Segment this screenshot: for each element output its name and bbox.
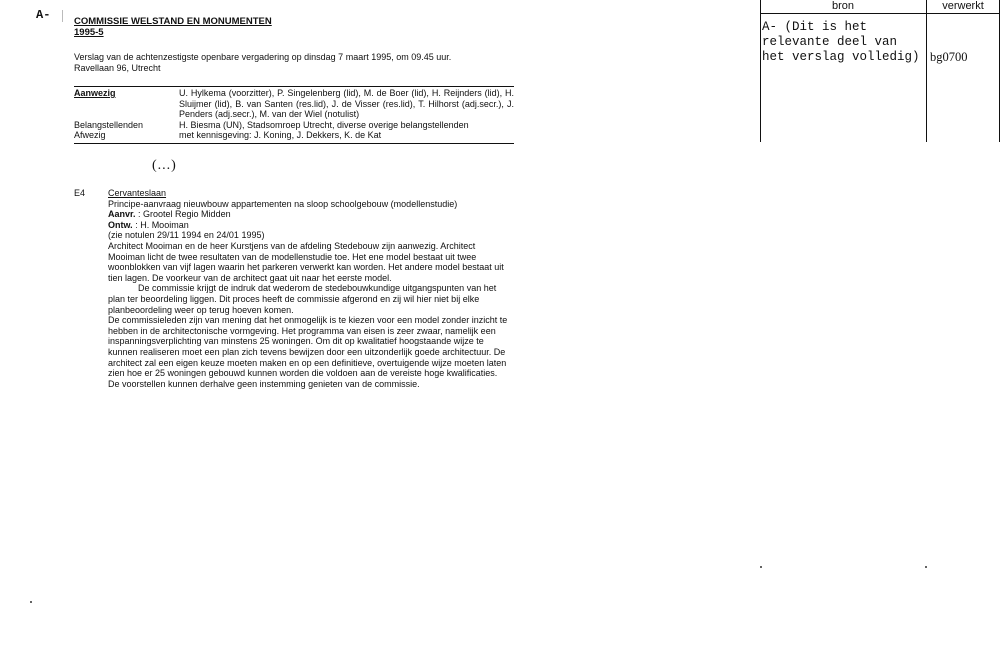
- attendance-label: Afwezig: [74, 130, 106, 141]
- column-header-verwerkt: verwerkt: [942, 0, 984, 12]
- heading-title: COMMISSIE WELSTAND EN MONUMENTEN: [74, 16, 272, 27]
- attendance-label: Aanwezig: [74, 88, 116, 98]
- item-paragraph-1: Architect Mooiman en de heer Kurstjens van de afdeling Stedebouw zijn aanwezig. Architect Mooiman licht de twee resultaten van de modellenstudie toe. Het ene model bestaat uit twee woonblokken van vijf lagen waarin het parkeren verwerkt kan worden. Het andere model bestaat uit tien lagen. De voorkeur van de architect gaat uit naar het eerste model.: [108, 240, 504, 283]
- item-applicant: [108, 209, 508, 220]
- designer-label: Ontw.: [108, 219, 133, 230]
- item-body: [108, 188, 508, 389]
- scan-speck: [760, 566, 762, 568]
- table-border-middle: [926, 0, 927, 142]
- table-border-left: [760, 0, 761, 142]
- omission-marker: (...): [152, 158, 177, 173]
- attendance-value: H. Biesma (UN), Stadsomroep Utrecht, diverse overige belangstellenden: [179, 119, 469, 130]
- attendance-row-interested: [74, 120, 514, 131]
- margin-marker: A-: [36, 8, 51, 22]
- bron-note: A- (Dit is het relevante deel van het verslag volledig): [762, 20, 920, 64]
- margin-tick: [62, 10, 63, 22]
- heading-number: 1995-5: [74, 27, 104, 38]
- item-paragraph-2: De commissie krijgt de indruk dat wederom de stedebouwkundige uitgangspunten van het plan ter beoordeling liggen. Dit proces heeft de commissie afgerond en zij wil hier niet bij elke planbeoordeling weer op terug hoeven komen.: [108, 283, 497, 315]
- item-title: Cervanteslaan: [108, 188, 167, 198]
- scan-speck: [30, 601, 32, 603]
- designer-value: : H. Mooiman: [135, 219, 189, 230]
- item-paragraph-4: De voorstellen kunnen derhalve geen instemming genieten van de commissie.: [108, 378, 420, 389]
- item-number: E4: [74, 188, 86, 198]
- item-subtitle: Principe-aanvraag nieuwbouw appartementen na sloop schoolgebouw (modellenstudie): [108, 198, 458, 209]
- item-paragraph-3: De commissieleden zijn van mening dat het onmogelijk is te kiezen voor een model zonder inzicht te hebben in de architectonische vormgeving. Het programma van eisen is zeer zwaar, namelijk een inspanningsverplichting van minstens 25 woningen. Om dit op kwalitatief hoogstaande wijze te kunnen realiseren moet een plan zich tevens bewijzen door een uitzonderlijk goede architectuur. De architect zal een eigen keuze moeten maken en op een definitieve, overtuigende wijze moeten laten zien hoe er 25 woningen gebouwd kunnen worden die voldoen aan de vereiste hoge kwalificaties.: [108, 315, 508, 379]
- attendance-label: Belangstellenden: [74, 119, 144, 130]
- report-line-1: Verslag van de achtenzestigste openbare vergadering op dinsdag 7 maart 1995, om 09.45 uur.: [74, 52, 452, 62]
- applicant-value: : Grootel Regio Midden: [138, 209, 231, 220]
- verwerkt-code: bg0700: [930, 50, 968, 64]
- table-header-rule: [760, 13, 1000, 14]
- document-heading: [74, 16, 272, 38]
- applicant-label: Aanvr.: [108, 209, 136, 220]
- meeting-report: [74, 52, 524, 73]
- attendance-row-present: [74, 88, 514, 120]
- source-table: [760, 0, 1000, 142]
- column-header-bron: bron: [831, 0, 855, 12]
- scan-speck: [925, 566, 927, 568]
- item-reference: (zie notulen 29/11 1994 en 24/01 1995): [108, 230, 265, 241]
- attendance-value: U. Hylkema (voorzitter), P. Singelenberg (lid), M. de Boer (lid), H. Reijnders (lid), H. Sluijmer (lid), B. van Santen (res.lid), J. de Visser (res.lid), T. Hilhorst (adj.secr.), J. Penders (adj.secr.), M. van der Wiel (notulist): [179, 88, 514, 120]
- item-designer: [108, 220, 508, 231]
- report-line-2: Ravellaan 96, Utrecht: [74, 62, 161, 73]
- attendance-table: [74, 86, 514, 144]
- attendance-row-absent: [74, 130, 514, 141]
- attendance-value: met kennisgeving: J. Koning, J. Dekkers, K. de Kat: [179, 130, 382, 141]
